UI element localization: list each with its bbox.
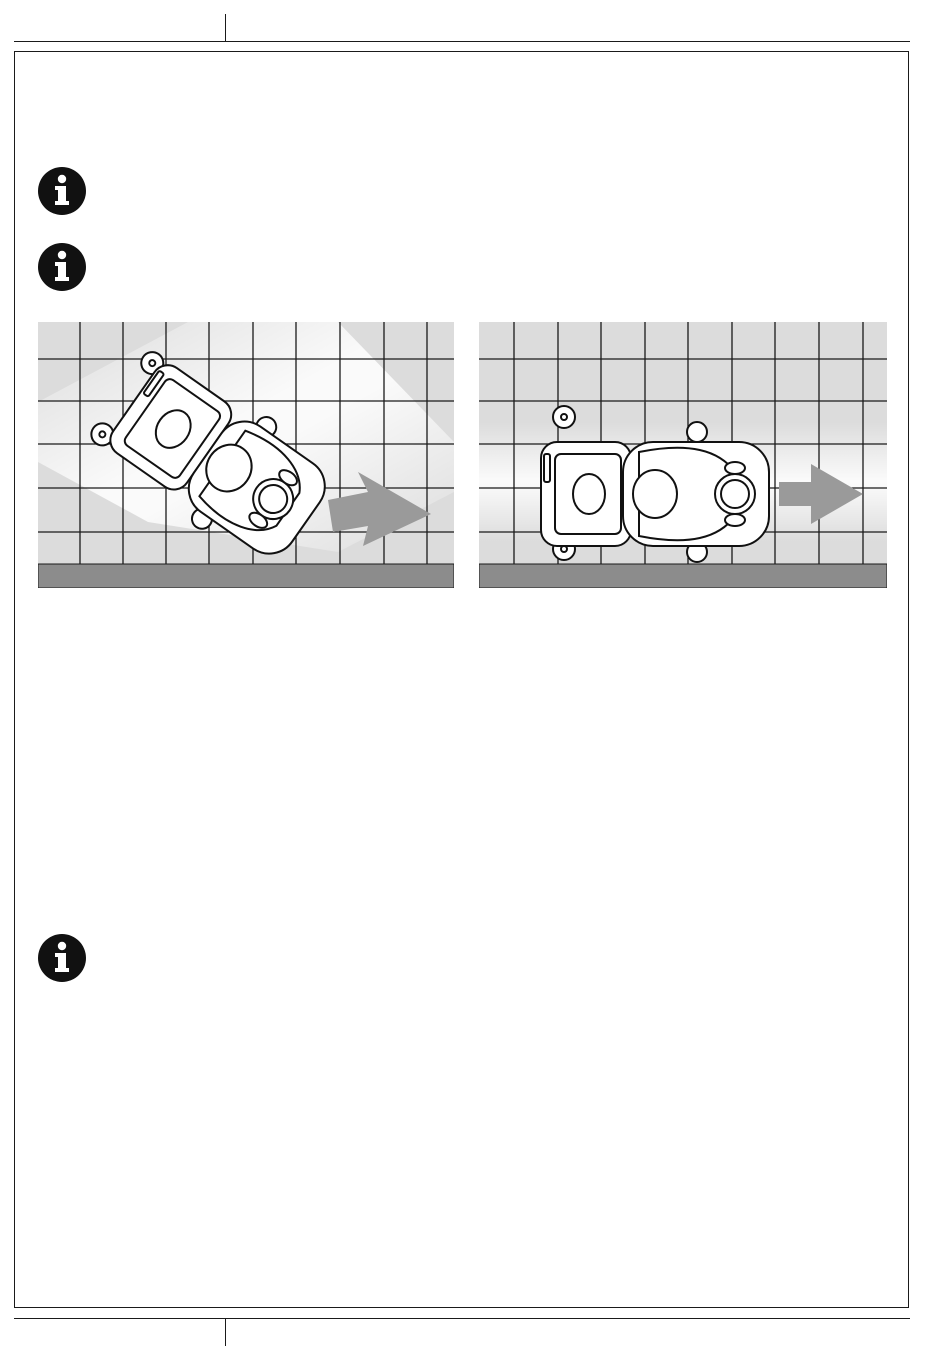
info-icon	[37, 933, 87, 983]
info-icon	[37, 242, 87, 292]
info-icon	[37, 166, 87, 216]
wall	[38, 564, 454, 588]
machine-parallel-to-wall	[479, 322, 887, 588]
wall	[479, 564, 887, 588]
page-frame	[14, 51, 909, 1308]
header-divider-tick	[225, 14, 226, 41]
header-rule	[14, 41, 910, 42]
machine-approaching-wall-diagonal	[38, 322, 454, 588]
footer-rule	[14, 1318, 910, 1319]
footer-divider-tick	[225, 1318, 226, 1346]
